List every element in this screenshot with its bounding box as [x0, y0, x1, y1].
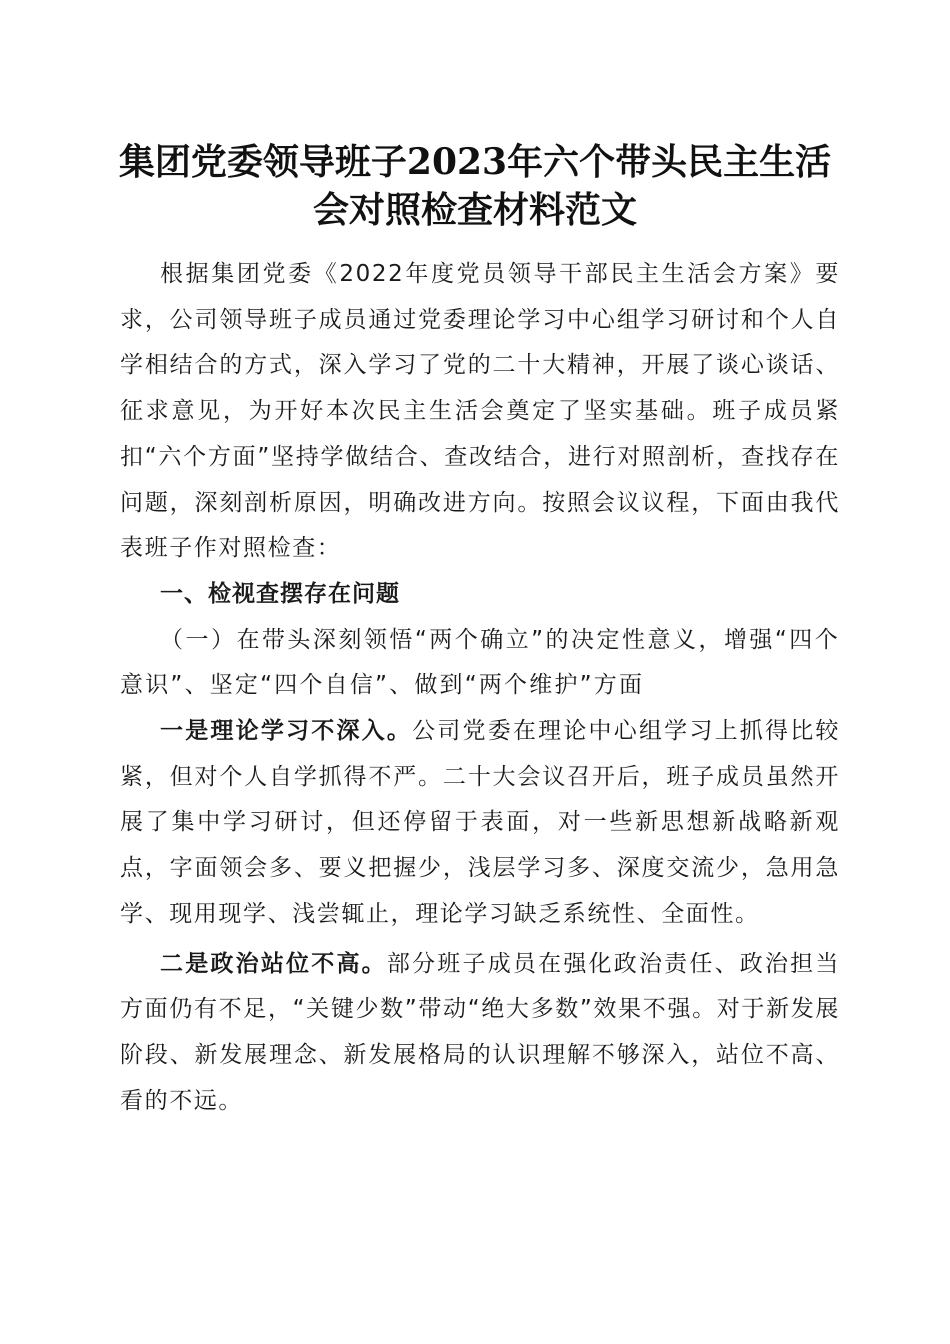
point-1-text: 公司党委在理论中心组学习上抓得比较紧，但对个人自学抓得不严。二十大会议召开后，班子成员虽然开展了集中学习研讨，但还停留于表面，对一些新思想新战略新观点，字面领会多、要义把握少，浅层学习多、深度交流少，急用急学、现用现学、浅尝辄止，理论学习缺乏系统性、全面性。 [120, 718, 840, 927]
point-2-lead: 二是政治站位不高。 [160, 950, 387, 977]
document-title [60, 138, 890, 234]
point-2-text: 部分班子成员在强化政治责任、政治担当方面仍有不足，“关键少数”带动“绝大多数”效果不强。对于新发展阶段、新发展理念、新发展格局的认识理解不够深入，站位不高、看的不远。 [120, 950, 840, 1114]
point-1-paragraph [120, 709, 840, 938]
intro-paragraph: 根据集团党委《2022年度党员领导干部民主生活会方案》要求，公司领导班子成员通过党委理论学习中心组学习研讨和个人自学相结合的方式，深入学习了党的二十大精神，开展了谈心谈话、征求意见，为开好本次民主生活会奠定了坚实基础。班子成员紧扣“六个方面”坚持学做结合、查改结合，进行对照剖析，查找存在问题，深刻剖析原因，明确改进方向。按照会议议程，下面由我代表班子作对照检查： [120, 261, 840, 562]
point-1-lead: 一是理论学习不深入。 [160, 718, 413, 745]
point-2-paragraph [120, 942, 840, 1125]
subsection-heading: （一）在带头深刻领悟“两个确立”的决定性意义，增强“四个意识”、坚定“四个自信”、做到“两个维护”方面 [120, 626, 840, 699]
title-line-2: 会对照检查材料范文 [312, 189, 637, 231]
title-line-1: 集团党委领导班子2023年六个带头民主生活 [118, 141, 832, 183]
section-heading: 一、检视查摆存在问题 [160, 580, 400, 607]
document-body [120, 252, 840, 1124]
